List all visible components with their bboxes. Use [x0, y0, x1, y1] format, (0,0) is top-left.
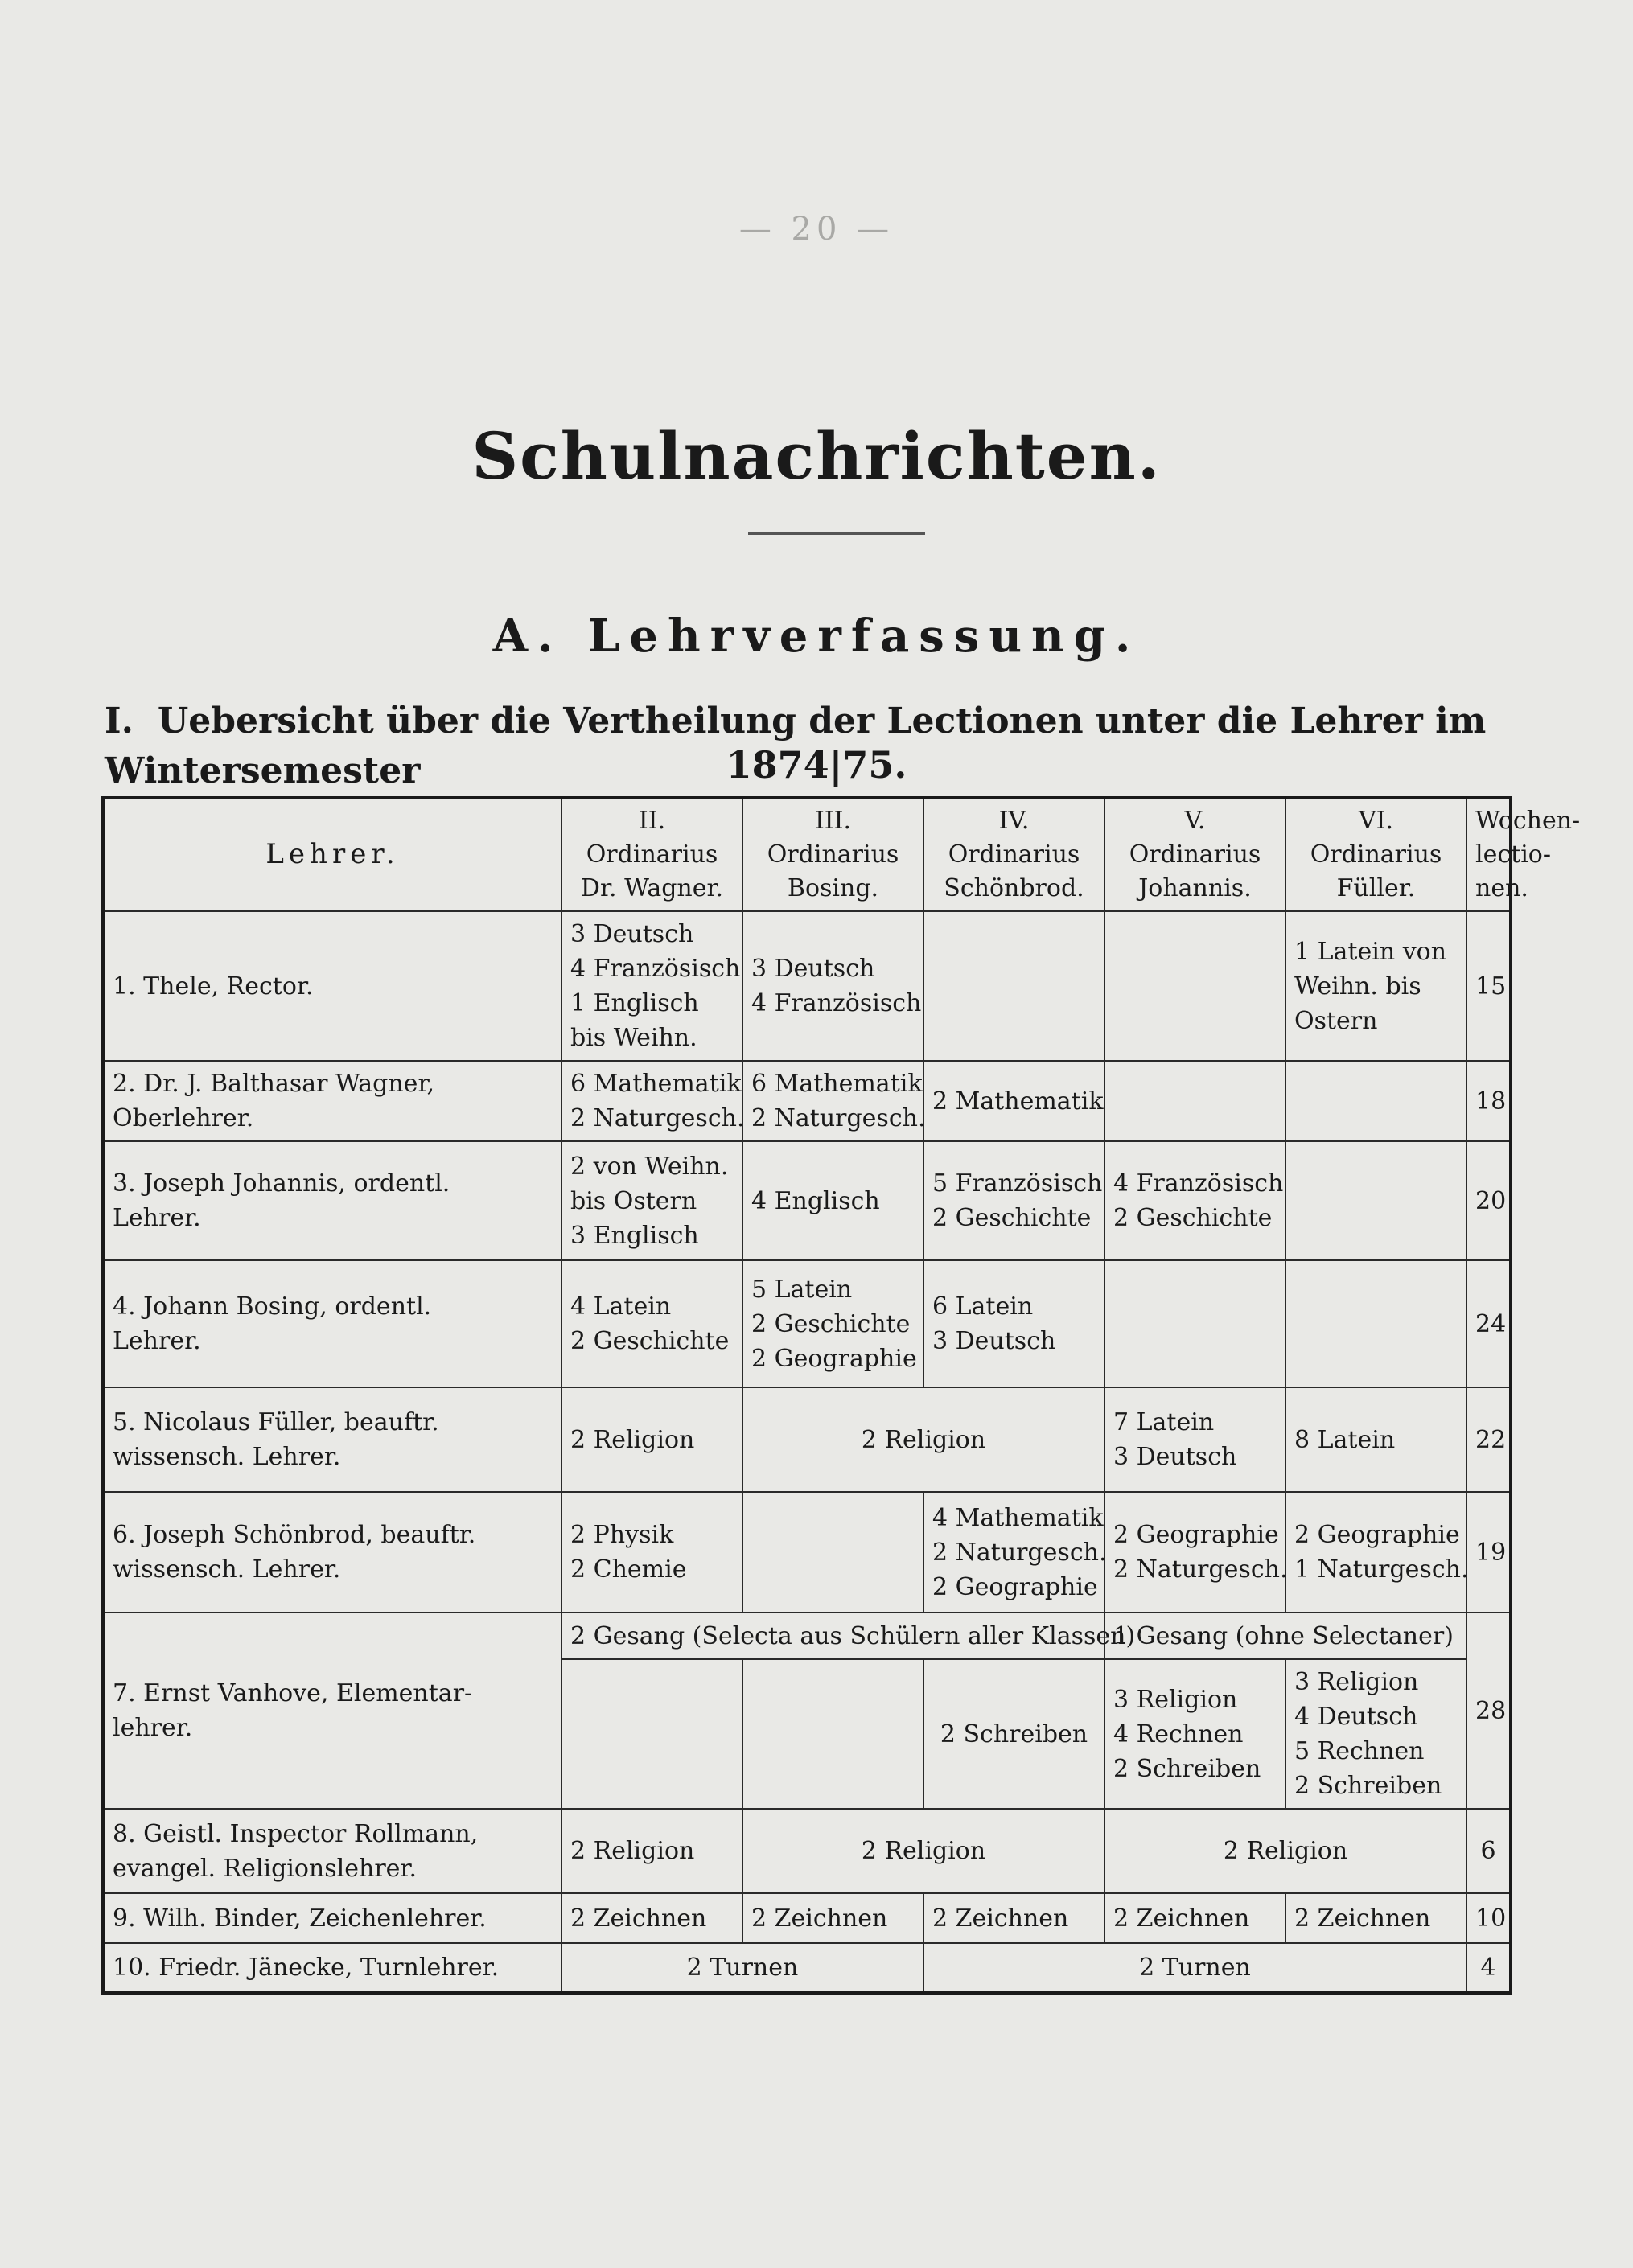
- weekly-hours: 4: [1466, 1943, 1511, 1993]
- section-title: A. Lehrverfassung.: [492, 610, 1141, 663]
- lesson-cell: [561, 1659, 742, 1809]
- lesson-cell: 3 Religion 4 Deutsch 5 Rechnen 2 Schreiben: [1285, 1659, 1466, 1809]
- weekly-hours: 10: [1466, 1893, 1511, 1943]
- header-teacher: Lehrer.: [103, 798, 561, 911]
- lesson-distribution-table: [101, 796, 1581, 1995]
- lesson-cell: 2 Zeichnen: [1285, 1893, 1466, 1943]
- table-row: [103, 911, 1511, 1061]
- teacher-cell: 9. Wilh. Binder, Zeichenlehrer.: [103, 1893, 561, 1943]
- header-class: III. Ordinarius Bosing.: [742, 798, 923, 911]
- lesson-cell: 6 Mathematik 2 Naturgesch.: [561, 1061, 742, 1141]
- lesson-cell: 2 von Weihn. bis Ostern 3 Englisch: [561, 1141, 742, 1260]
- teacher-cell: 2. Dr. J. Balthasar Wagner, Oberlehrer.: [103, 1061, 561, 1141]
- lesson-cell: [1285, 1260, 1466, 1387]
- teacher-cell: 4. Johann Bosing, ordentl. Lehrer.: [103, 1260, 561, 1387]
- page-number: — 20 —: [738, 211, 895, 248]
- weekly-hours: 6: [1466, 1809, 1511, 1893]
- title-divider: [748, 532, 925, 535]
- teacher-cell: 5. Nicolaus Füller, beauftr. wissensch. Lehrer.: [103, 1387, 561, 1492]
- weekly-hours: 15: [1466, 911, 1511, 1061]
- table-row: [103, 1141, 1511, 1260]
- header-class: II. Ordinarius Dr. Wagner.: [561, 798, 742, 911]
- lesson-cell: 3 Deutsch 4 Französisch 1 Englisch bis Weihn.: [561, 911, 742, 1061]
- teacher-cell: 6. Joseph Schönbrod, beauftr. wissensch. Lehrer.: [103, 1492, 561, 1613]
- lesson-cell: 2 Mathematik: [923, 1061, 1104, 1141]
- teacher-cell: 1. Thele, Rector.: [103, 911, 561, 1061]
- lesson-cell: 2 Gesang (Selecta aus Schülern aller Klassen): [561, 1613, 1104, 1659]
- lesson-cell: 2 Geographie 1 Naturgesch.: [1285, 1492, 1466, 1613]
- page-title: Schulnachrichten.: [471, 418, 1162, 494]
- lesson-cell: 5 Französisch 2 Geschichte: [923, 1141, 1104, 1260]
- table-row: [103, 1492, 1511, 1613]
- lesson-cell: 2 Turnen: [561, 1943, 923, 1993]
- lesson-cell: 2 Zeichnen: [923, 1893, 1104, 1943]
- lesson-cell: 1 Latein von Weihn. bis Ostern: [1285, 911, 1466, 1061]
- lesson-cell: [1285, 1141, 1466, 1260]
- lesson-cell: 2 Turnen: [923, 1943, 1466, 1993]
- lesson-cell: [742, 1492, 923, 1613]
- lesson-cell: [1285, 1061, 1466, 1141]
- header-class: V. Ordinarius Johannis.: [1104, 798, 1285, 911]
- teacher-cell: 8. Geistl. Inspector Rollmann, evangel. Religionslehrer.: [103, 1809, 561, 1893]
- lesson-cell: 2 Physik 2 Chemie: [561, 1492, 742, 1613]
- lesson-cell: 2 Religion: [561, 1387, 742, 1492]
- teacher-cell: 7. Ernst Vanhove, Elementar- lehrer.: [103, 1613, 561, 1809]
- lesson-cell: 3 Deutsch 4 Französisch: [742, 911, 923, 1061]
- weekly-hours: 22: [1466, 1387, 1511, 1492]
- lesson-cell: [742, 1659, 923, 1809]
- lesson-cell: 2 Zeichnen: [561, 1893, 742, 1943]
- weekly-hours: 18: [1466, 1061, 1511, 1141]
- table-row: [103, 1387, 1511, 1492]
- lesson-cell: 2 Religion: [742, 1809, 1104, 1893]
- table-row: [103, 1061, 1511, 1141]
- weekly-hours: 19: [1466, 1492, 1511, 1613]
- lesson-cell: [1104, 911, 1285, 1061]
- table-row: [103, 1893, 1511, 1943]
- table-row: [103, 1809, 1511, 1893]
- header-weekly-lessons: Wochen- lectio- nen.: [1466, 798, 1511, 911]
- lesson-cell: 1 Gesang (ohne Selectaner): [1104, 1613, 1466, 1659]
- lesson-cell: 6 Latein 3 Deutsch: [923, 1260, 1104, 1387]
- lesson-cell: 4 Französisch 2 Geschichte: [1104, 1141, 1285, 1260]
- lesson-cell: [1104, 1061, 1285, 1141]
- header-class: VI. Ordinarius Füller.: [1285, 798, 1466, 911]
- table-row: [103, 1613, 1511, 1659]
- lesson-cell: 8 Latein: [1285, 1387, 1466, 1492]
- table-row: [103, 1943, 1511, 1993]
- lesson-cell: 2 Religion: [1104, 1809, 1466, 1893]
- lesson-cell: 3 Religion 4 Rechnen 2 Schreiben: [1104, 1659, 1285, 1809]
- weekly-hours: 24: [1466, 1260, 1511, 1387]
- lesson-cell: 4 Mathematik 2 Naturgesch. 2 Geographie: [923, 1492, 1104, 1613]
- lesson-cell: 6 Mathematik 2 Naturgesch.: [742, 1061, 923, 1141]
- weekly-hours: 20: [1466, 1141, 1511, 1260]
- table-header-row: [103, 798, 1511, 911]
- lesson-cell: 2 Geographie 2 Naturgesch.: [1104, 1492, 1285, 1613]
- lesson-cell: [1104, 1260, 1285, 1387]
- teacher-cell: 3. Joseph Johannis, ordentl. Lehrer.: [103, 1141, 561, 1260]
- header-class: IV. Ordinarius Schönbrod.: [923, 798, 1104, 911]
- lesson-cell: 5 Latein 2 Geschichte 2 Geographie: [742, 1260, 923, 1387]
- lesson-cell: 4 Englisch: [742, 1141, 923, 1260]
- lesson-cell: 2 Zeichnen: [1104, 1893, 1285, 1943]
- lesson-cell: 2 Religion: [742, 1387, 1104, 1492]
- teacher-cell: 10. Friedr. Jänecke, Turnlehrer.: [103, 1943, 561, 1993]
- subsection-number: I.: [105, 701, 134, 742]
- weekly-hours: 28: [1466, 1613, 1511, 1809]
- lesson-cell: 2 Religion: [561, 1809, 742, 1893]
- table-row: [103, 1260, 1511, 1387]
- lesson-cell: 7 Latein 3 Deutsch: [1104, 1387, 1285, 1492]
- lesson-cell: 2 Schreiben: [923, 1659, 1104, 1809]
- lesson-cell: 4 Latein 2 Geschichte: [561, 1260, 742, 1387]
- school-year: 1874|75.: [726, 743, 907, 787]
- lesson-cell: [923, 911, 1104, 1061]
- subsection-text: Uebersicht über die Vertheilung der Lectionen unter die Lehrer im Wintersemester: [105, 701, 1487, 791]
- lesson-cell: 2 Zeichnen: [742, 1893, 923, 1943]
